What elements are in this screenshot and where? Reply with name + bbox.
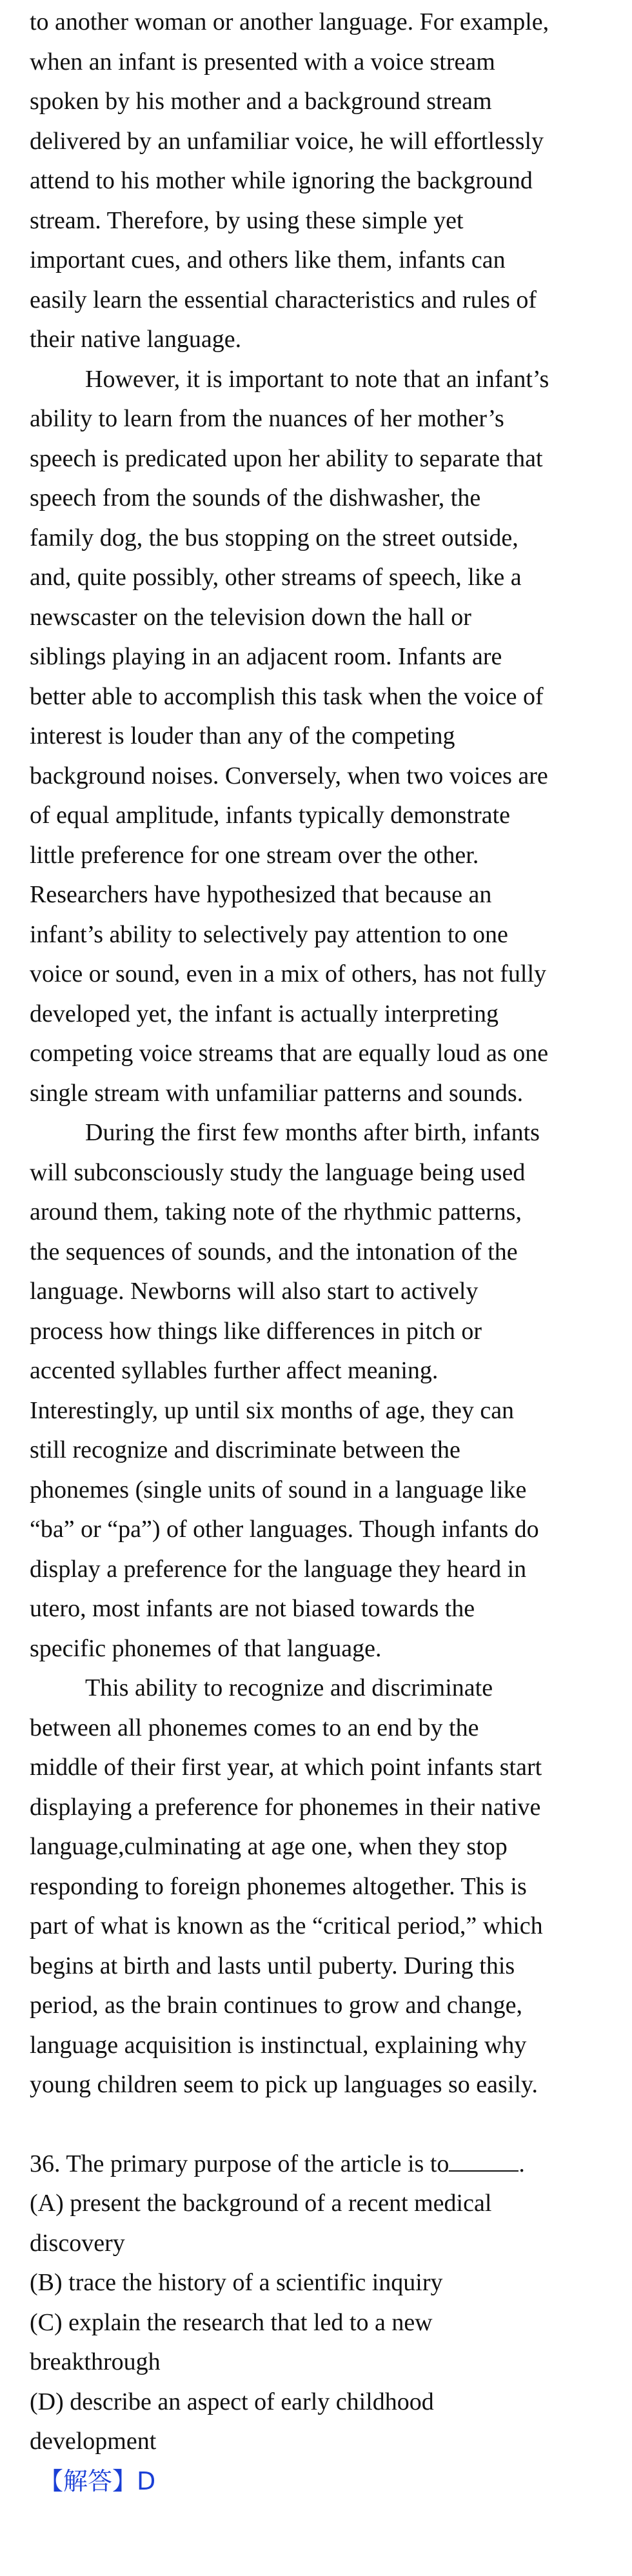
article-line: newscaster on the television down the hall or — [30, 603, 471, 631]
article-line: little preference for one stream over the other. — [30, 841, 479, 869]
article-line: speech is predicated upon her ability to separate that — [30, 444, 543, 472]
article-line: easily learn the essential characteristics and rules of — [30, 286, 537, 313]
answer-blank — [449, 2147, 518, 2172]
article-line: language acquisition is instinctual, explaining why — [30, 2031, 527, 2059]
question-stem-end: . — [518, 2150, 525, 2177]
answer-option-line: (B) trace the history of a scientific inquiry — [30, 2269, 443, 2296]
answer-option — [30, 2184, 613, 2263]
article-line: important cues, and others like them, infants can — [30, 246, 506, 273]
article-line: responding to foreign phonemes altogether. This is — [30, 1872, 527, 1900]
article-line: around them, taking note of the rhythmic patterns, — [30, 1198, 522, 1225]
article-line: delivered by an unfamiliar voice, he will effortlessly — [30, 127, 544, 155]
article-line: their native language. — [30, 326, 242, 353]
answer-option-line: discovery — [30, 2229, 125, 2257]
answer-option-line: development — [30, 2428, 157, 2455]
article-line: and, quite possibly, other streams of speech, like a — [30, 564, 522, 591]
article-line: phonemes (single units of sound in a language like — [30, 1476, 527, 1503]
article-line: interest is louder than any of the competing — [30, 722, 455, 749]
article-line: will subconsciously study the language being used — [30, 1158, 526, 1186]
article-line: displaying a preference for phonemes in their native — [30, 1793, 541, 1821]
article-line: young children seem to pick up languages so easily. — [30, 2071, 538, 2098]
article-line: attend to his mother while ignoring the background — [30, 167, 533, 194]
article-line: stream. Therefore, by using these simple yet — [30, 206, 464, 234]
article-line: family dog, the bus stopping on the street outside, — [30, 524, 518, 551]
article-line: Interestingly, up until six months of age, they can — [30, 1396, 515, 1424]
answer-option-line: (C) explain the research that led to a new — [30, 2308, 433, 2336]
article-paragraph — [30, 360, 613, 1114]
answer-option — [30, 2303, 613, 2383]
article-line: background noises. Conversely, when two voices are — [30, 762, 548, 789]
article-line: spoken by his mother and a background stream — [30, 88, 492, 115]
article-line: to another woman or another language. For example, — [30, 8, 549, 35]
article-line: display a preference for the language they heard in — [30, 1555, 527, 1583]
article-line: part of what is known as the “critical period,” which — [30, 1912, 543, 1939]
question-stem-text: 36. The primary purpose of the article is to — [30, 2150, 449, 2177]
article-line: still recognize and discriminate between the — [30, 1436, 460, 1463]
question-block — [30, 2145, 613, 2502]
article-line: Researchers have hypothesized that because an — [30, 881, 492, 908]
question-stem — [30, 2145, 613, 2185]
article-line: During the first few months after birth, infants — [85, 1119, 540, 1146]
article-line: competing voice streams that are equally loud as one — [30, 1040, 549, 1067]
article-line: utero, most infants are not biased towards the — [30, 1595, 475, 1622]
article-line: better able to accomplish this task when the voice of — [30, 682, 544, 710]
article-line: developed yet, the infant is actually interpreting — [30, 1000, 499, 1027]
article-line: middle of their first year, at which point infants start — [30, 1754, 542, 1781]
article-line: voice or sound, even in a mix of others, has not fully — [30, 960, 547, 987]
article-body — [30, 3, 613, 2105]
article-line: when an infant is presented with a voice stream — [30, 48, 495, 75]
article-paragraph — [30, 3, 613, 360]
article-line: “ba” or “pa”) of other languages. Though infants do — [30, 1516, 539, 1543]
option-list — [30, 2184, 613, 2462]
article-line: period, as the brain continues to grow and change, — [30, 1992, 522, 2019]
answer-option-line: (D) describe an aspect of early childhood — [30, 2388, 434, 2415]
article-line: This ability to recognize and discriminate — [85, 1674, 493, 1701]
article-line: siblings playing in an adjacent room. Infants are — [30, 643, 502, 670]
article-line: accented syllables further affect meaning. — [30, 1357, 439, 1384]
article-line: process how things like differences in pitch or — [30, 1317, 482, 1345]
article-line: of equal amplitude, infants typically demonstrate — [30, 802, 511, 829]
article-line: ability to learn from the nuances of her mother’s — [30, 405, 504, 432]
article-paragraph — [30, 1113, 613, 1669]
article-line: However, it is important to note that an infant’s — [85, 365, 549, 393]
answer-key: 【解答】D — [39, 2466, 156, 2495]
article-line: the sequences of sounds, and the intonation of the — [30, 1238, 518, 1265]
answer-option — [30, 2263, 613, 2303]
article-line: speech from the sounds of the dishwasher, the — [30, 484, 481, 511]
article-line: infant’s ability to selectively pay attention to one — [30, 920, 508, 948]
article-line: begins at birth and lasts until puberty. During this — [30, 1952, 515, 1979]
answer-option-line: breakthrough — [30, 2348, 161, 2375]
article-paragraph — [30, 1669, 613, 2105]
article-line: between all phonemes comes to an end by the — [30, 1714, 479, 1741]
article-line: language. Newborns will also start to actively — [30, 1278, 479, 1305]
answer-option — [30, 2383, 613, 2462]
article-line: specific phonemes of that language. — [30, 1634, 382, 1662]
article-line: language,culminating at age one, when they stop — [30, 1833, 508, 1860]
answer-option-line: (A) present the background of a recent medical — [30, 2190, 492, 2217]
article-line: single stream with unfamiliar patterns and sounds. — [30, 1079, 524, 1107]
